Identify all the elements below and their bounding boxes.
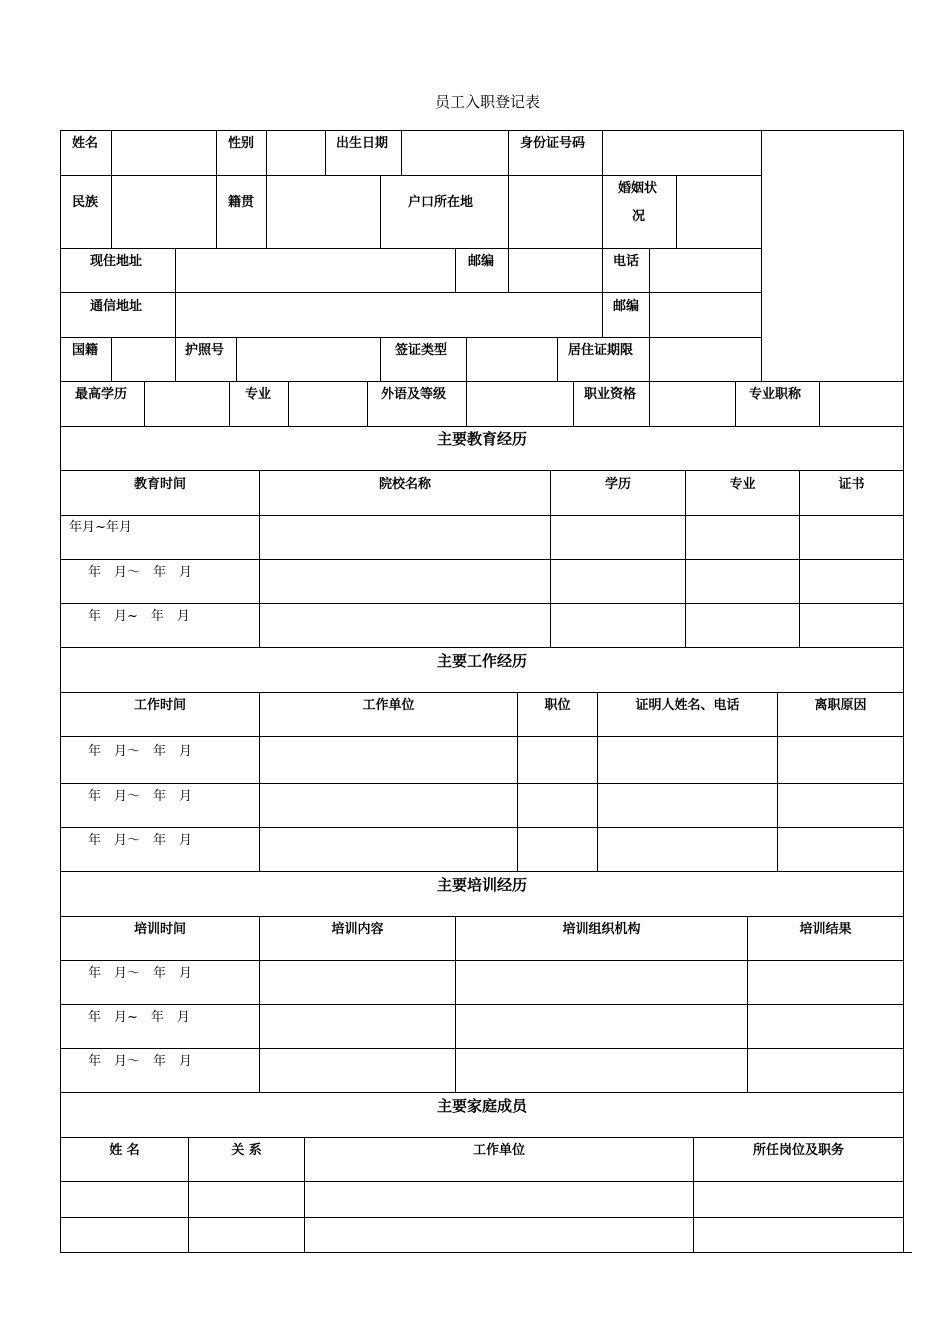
work-heading: 主要工作经历	[436, 652, 527, 670]
table-rule	[60, 559, 904, 560]
label-passport: 护照号	[185, 343, 225, 358]
table-rule	[60, 175, 761, 176]
work-header-reference: 证明人姓名、电话	[635, 698, 740, 713]
label-title-rank: 专业职称	[749, 387, 802, 402]
table-column-rule	[111, 130, 112, 175]
table-rule	[60, 381, 904, 382]
table-column-rule	[259, 692, 260, 871]
table-rule	[60, 470, 904, 471]
table-column-rule	[259, 470, 260, 647]
table-rule	[60, 1048, 904, 1049]
label-language: 外语及等级	[381, 387, 447, 402]
table-column-rule	[466, 381, 467, 426]
table-column-rule	[649, 381, 650, 426]
table-rule	[60, 130, 904, 131]
table-rule	[60, 515, 904, 516]
table-rule	[60, 647, 904, 648]
edu-row-time: 年 月～ 年 月	[88, 565, 193, 580]
table-column-rule	[455, 248, 456, 292]
edu-header-school: 院校名称	[378, 477, 431, 492]
label-birth-date: 出生日期	[336, 136, 389, 151]
work-header-position: 职位	[544, 698, 571, 713]
label-id-number: 身份证号码	[520, 136, 586, 151]
label-postcode-2: 邮编	[613, 299, 640, 314]
edu-header-major: 专业	[729, 477, 756, 492]
table-rule	[60, 871, 904, 872]
table-rule	[60, 1092, 904, 1093]
table-column-rule	[175, 248, 176, 381]
table-column-rule	[60, 130, 61, 1253]
table-column-rule	[517, 692, 518, 871]
table-rule	[60, 1181, 904, 1182]
table-column-rule	[380, 337, 381, 381]
table-column-rule	[761, 130, 762, 382]
table-column-rule	[455, 916, 456, 1092]
table-column-rule	[144, 381, 145, 426]
table-column-rule	[288, 381, 289, 426]
table-column-rule	[466, 337, 467, 381]
label-marital-status: 婚姻状	[618, 181, 658, 196]
table-column-rule	[573, 381, 574, 426]
table-column-rule	[597, 692, 598, 871]
label-education: 最高学历	[75, 387, 128, 402]
table-column-rule	[236, 337, 237, 381]
training-row-time: 年 月～ 年 月	[88, 1054, 193, 1069]
family-header-employer: 工作单位	[472, 1143, 525, 1158]
training-header-content: 培训内容	[331, 922, 384, 937]
education-heading: 主要教育经历	[436, 430, 527, 448]
work-header-time: 工作时间	[133, 698, 186, 713]
label-hukou: 户口所在地	[408, 195, 474, 210]
label-marital-status-cont: 况	[632, 209, 646, 224]
work-header-leave-reason: 离职原因	[814, 698, 867, 713]
table-column-rule	[602, 130, 603, 337]
table-column-rule	[557, 337, 558, 381]
label-gender: 性别	[228, 136, 255, 151]
label-current-address: 现住地址	[90, 254, 143, 269]
table-rule	[60, 603, 904, 604]
label-qualification: 职业资格	[584, 387, 637, 402]
training-header-time: 培训时间	[133, 922, 186, 937]
label-native-place: 籍贯	[228, 195, 255, 210]
table-column-rule	[676, 175, 677, 248]
label-ethnicity: 民族	[72, 195, 99, 210]
label-phone: 电话	[613, 254, 640, 269]
table-rule	[60, 337, 761, 338]
table-rule	[60, 916, 904, 917]
table-column-rule	[649, 248, 650, 381]
table-column-rule	[216, 130, 217, 248]
table-column-rule	[111, 337, 112, 381]
table-column-rule	[266, 130, 267, 248]
label-residence-term: 居住证期限	[568, 343, 634, 358]
label-nationality: 国籍	[72, 343, 99, 358]
label-postcode: 邮编	[468, 254, 495, 269]
table-column-rule	[747, 916, 748, 1092]
page-title: 员工入职登记表	[434, 93, 540, 111]
family-header-position: 所任岗位及职务	[752, 1143, 844, 1158]
table-rule	[60, 292, 761, 293]
work-header-employer: 工作单位	[362, 698, 415, 713]
edu-header-certificate: 证书	[838, 477, 865, 492]
edu-row-time: 年 月~ 年 月	[88, 609, 190, 624]
label-mailing-address: 通信地址	[90, 299, 143, 314]
table-rule	[60, 426, 904, 427]
training-header-result: 培训结果	[799, 922, 852, 937]
table-column-rule	[401, 130, 402, 175]
table-column-rule	[111, 175, 112, 248]
table-column-rule	[508, 130, 509, 292]
label-major: 专业	[245, 387, 272, 402]
table-column-rule	[325, 130, 326, 175]
table-rule	[60, 1137, 904, 1138]
table-column-rule	[735, 381, 736, 426]
edu-header-time: 教育时间	[133, 477, 186, 492]
table-rule	[60, 1004, 904, 1005]
training-header-organizer: 培训组织机构	[562, 922, 641, 937]
family-header-name: 姓 名	[109, 1143, 140, 1158]
family-header-relation: 关 系	[231, 1143, 262, 1158]
training-row-time: 年 月~ 年 月	[88, 1010, 190, 1025]
table-column-rule	[819, 381, 820, 426]
table-column-rule	[685, 470, 686, 647]
edu-row-time: 年月~年月	[69, 520, 132, 535]
training-row-time: 年 月～ 年 月	[88, 966, 193, 981]
label-name: 姓名	[72, 136, 99, 151]
training-heading: 主要培训经历	[436, 876, 527, 894]
table-column-rule	[380, 175, 381, 248]
table-column-rule	[259, 916, 260, 1092]
table-column-rule	[229, 381, 230, 426]
table-rule	[60, 1217, 904, 1218]
family-heading: 主要家庭成员	[436, 1097, 527, 1115]
label-visa-type: 签证类型	[395, 343, 448, 358]
table-column-rule	[777, 692, 778, 871]
table-column-rule	[903, 130, 904, 1253]
edu-header-degree: 学历	[604, 477, 631, 492]
table-column-rule	[367, 381, 368, 426]
table-rule	[60, 960, 904, 961]
work-row-time: 年 月～ 年 月	[88, 744, 193, 759]
work-row-time: 年 月～ 年 月	[88, 789, 193, 804]
table-column-rule	[799, 470, 800, 647]
table-column-rule	[550, 470, 551, 647]
work-row-time: 年 月～ 年 月	[88, 833, 193, 848]
table-rule	[60, 248, 761, 249]
